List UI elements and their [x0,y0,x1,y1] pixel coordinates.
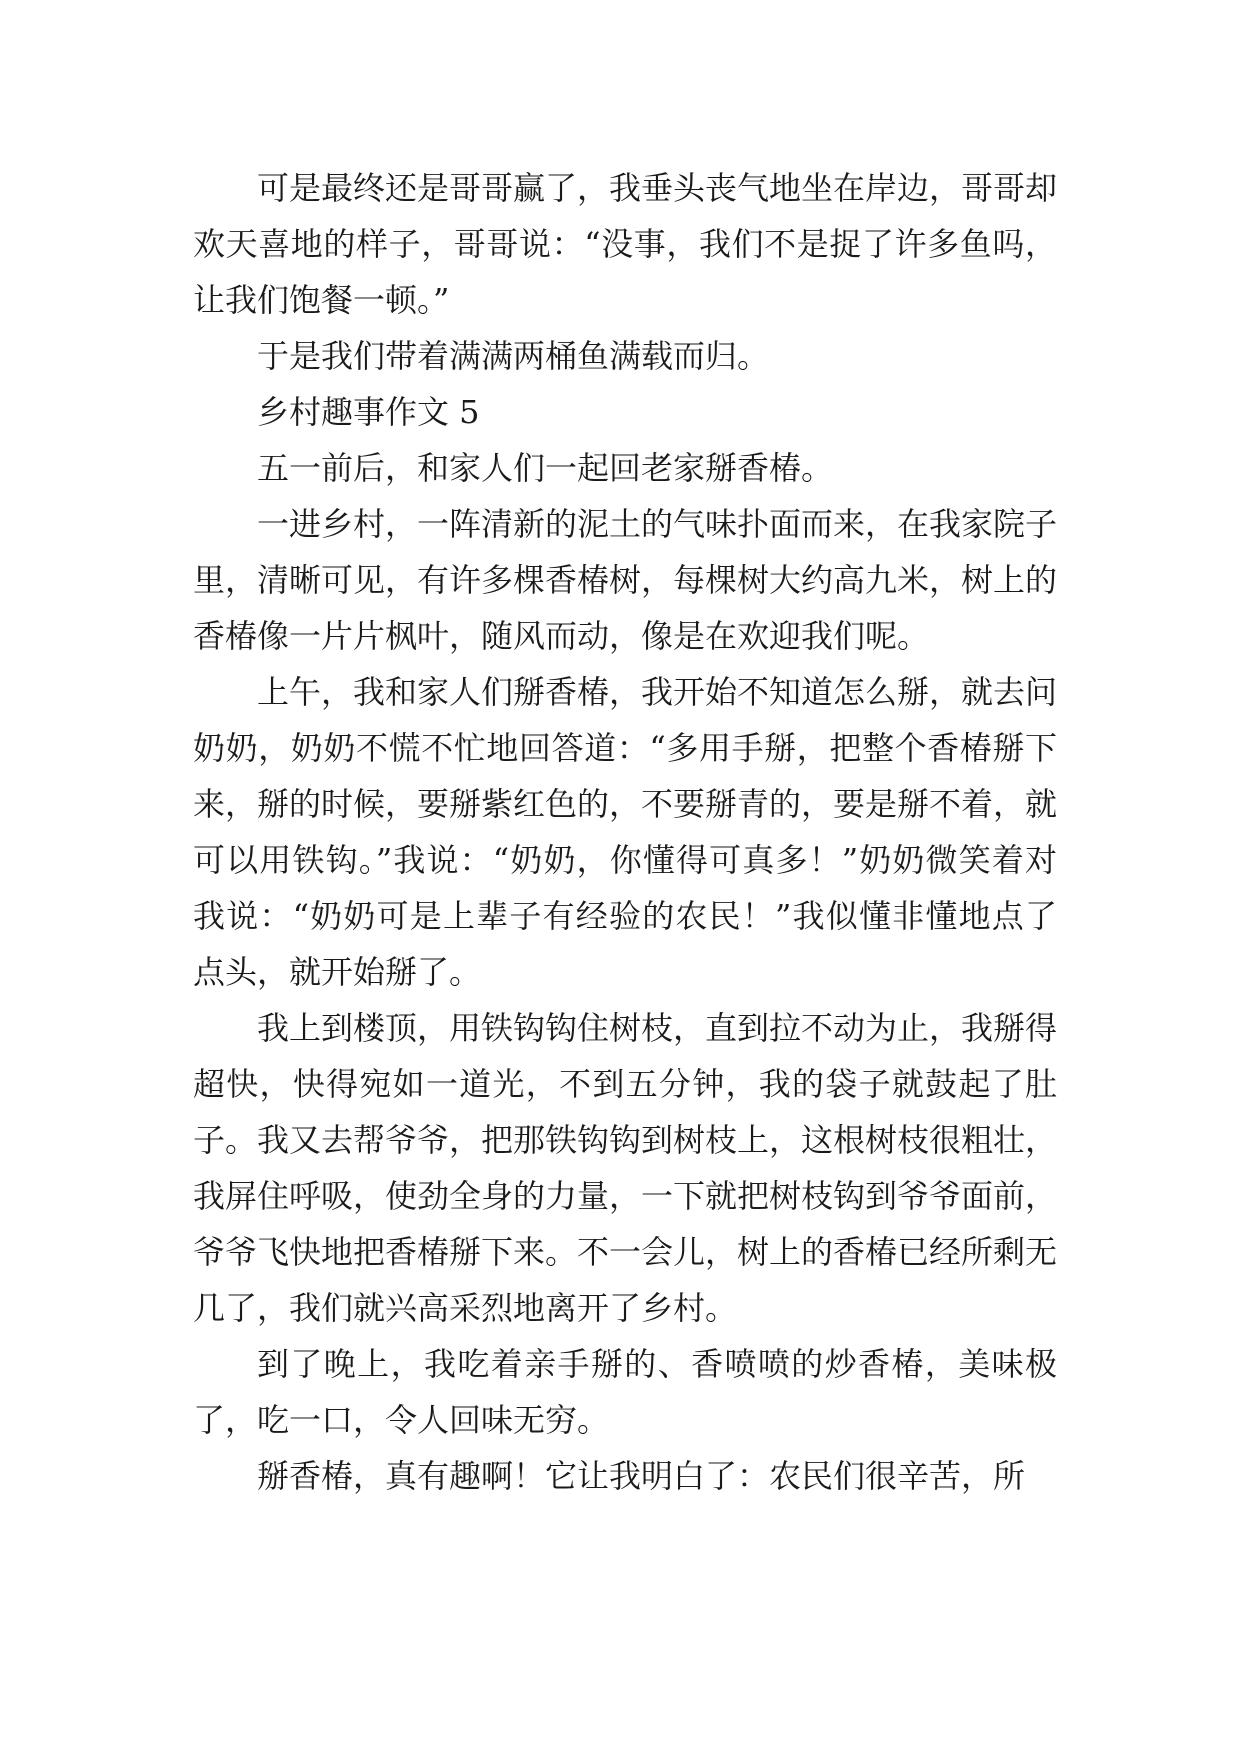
paragraph-5: 上午，我和家人们掰香椿，我开始不知道怎么掰，就去问奶奶，奶奶不慌不忙地回答道：“多用手掰，把整个香椿掰下来，掰的时候，要掰紫红色的，不要掰青的，要是掰不着，就可以用铁钩。”我说：“奶奶，你懂得可真多！”奶奶微笑着对我说：“奶奶可是上辈子有经验的农民！”我似懂非懂地点了点头，就开始掰了。 [193,673,1058,991]
paragraph-1: 可是最终还是哥哥赢了，我垂头丧气地坐在岸边，哥哥却欢天喜地的样子，哥哥说：“没事，我们不是捉了许多鱼吗，让我们饱餐一顿。” [193,169,1058,319]
paragraph-7: 到了晚上，我吃着亲手掰的、香喷喷的炒香椿，美味极了，吃一口，令人回味无穷。 [193,1345,1057,1439]
section-heading: 乡村趣事作文 5 [257,393,480,431]
paragraph-6: 我上到楼顶，用铁钩钩住树枝，直到拉不动为止，我掰得超快，快得宛如一道光，不到五分钟，我的袋子就鼓起了肚子。我又去帮爷爷，把那铁钩钩到树枝上，这根树枝很粗壮，我屏住呼吸，使劲全身的力量，一下就把树枝钩到爷爷面前，爷爷飞快地把香椿掰下来。不一会儿，树上的香椿已经所剩无几了，我们就兴高采烈地离开了乡村。 [193,1009,1058,1327]
document-body [193,160,1057,1504]
paragraph-8: 掰香椿，真有趣啊！它让我明白了：农民们很辛苦，所 [257,1457,1026,1495]
paragraph-3: 五一前后，和家人们一起回老家掰香椿。 [257,449,834,487]
paragraph-2: 于是我们带着满满两桶鱼满载而归。 [257,337,770,375]
paragraph-4: 一进乡村，一阵清新的泥土的气味扑面而来，在我家院子里，清晰可见，有许多棵香椿树，每棵树大约高九米，树上的香椿像一片片枫叶，随风而动，像是在欢迎我们呢。 [193,505,1058,655]
